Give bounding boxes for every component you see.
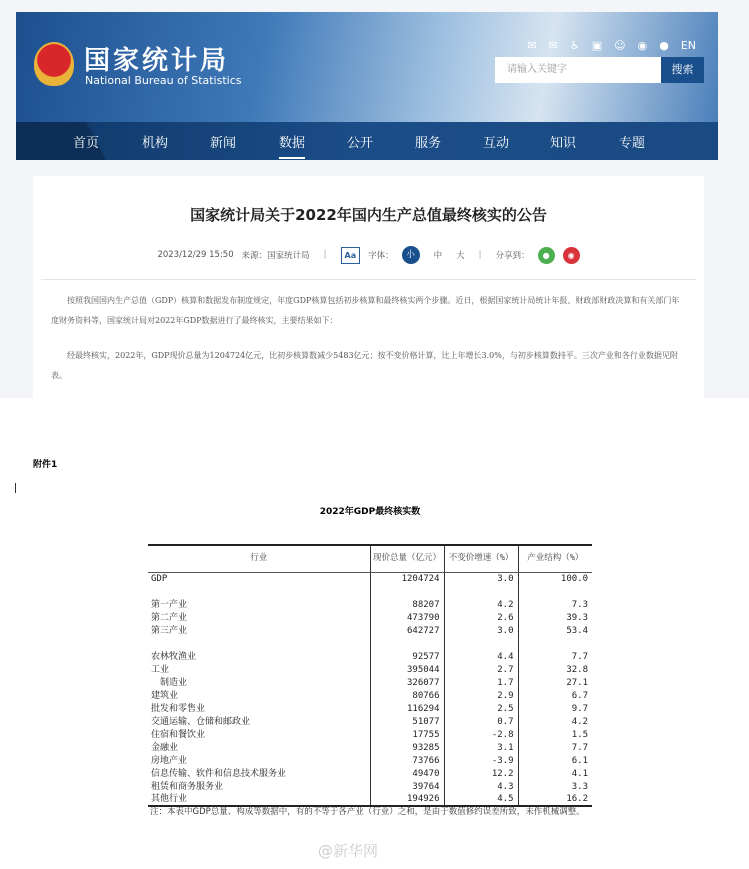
table-row [148, 585, 592, 598]
table-row [148, 754, 592, 767]
cell-growth: -2.8 [444, 728, 518, 741]
cell-structure: 6.1 [518, 754, 592, 767]
cell-structure: 7.3 [518, 598, 592, 611]
accessibility-icon[interactable]: ♿ [569, 39, 580, 52]
cell-growth: 2.7 [444, 663, 518, 676]
website-screenshot [0, 0, 749, 398]
app-icon[interactable]: ☺ [614, 39, 626, 52]
cell-value: 194926 [370, 793, 444, 806]
cell-growth: 3.0 [444, 572, 518, 585]
cell-industry: 其他行业 [148, 793, 370, 806]
font-small-button[interactable]: 小 [402, 246, 420, 264]
cell-industry: 金融业 [151, 742, 179, 753]
article-card [33, 176, 704, 398]
nav-knowledge[interactable]: 知识 [550, 136, 577, 151]
cell-value: 326077 [370, 676, 444, 689]
cell-growth: 2.5 [444, 702, 518, 715]
article-meta: 2023/12/29 15:50 来源：国家统计局 | Aa 字体： 小 中 大 | 分享到： ● ◉ [33, 246, 704, 264]
cell-value [370, 637, 444, 650]
cell-structure: 4.2 [518, 715, 592, 728]
gdp-table [148, 544, 592, 807]
cell-growth [444, 585, 518, 598]
cell-growth: 4.4 [444, 650, 518, 663]
cell-industry [148, 585, 370, 598]
wechat-icon[interactable]: ● [659, 39, 669, 52]
nav-data[interactable]: 数据 [279, 132, 305, 151]
cell-value: 73766 [370, 754, 444, 767]
cell-industry: 住宿和餐饮业 [151, 729, 206, 740]
cell-value: 80766 [370, 689, 444, 702]
cell-value: 39764 [370, 780, 444, 793]
nav-topics[interactable]: 专题 [619, 136, 646, 151]
font-large-button[interactable]: 大 [456, 251, 465, 261]
attachment-label: 附件1 [33, 460, 58, 470]
weibo-icon[interactable]: ◉ [637, 39, 648, 52]
cell-growth: 4.2 [444, 598, 518, 611]
cell-industry: 工业 [151, 664, 170, 675]
table-row [148, 793, 592, 806]
cell-structure [518, 637, 592, 650]
table-row [148, 663, 592, 676]
table-row [148, 689, 592, 702]
cell-value: 88207 [370, 598, 444, 611]
main-nav [16, 122, 718, 160]
cell-structure: 100.0 [518, 572, 592, 585]
logo-cn[interactable]: 国家统计局 [84, 46, 230, 76]
cell-industry: 第一产业 [151, 599, 188, 610]
table-row [148, 741, 592, 754]
header-structure: 产业结构（%） [518, 545, 592, 572]
cell-industry: 交通运输、仓储和邮政业 [151, 716, 251, 727]
datetime: 2023/12/29 15:50 [157, 250, 234, 260]
paragraph-1: 按照我国国内生产总值（GDP）核算和数据发布制度规定，年度GDP核算包括初步核算和最终核实两个步骤。近日，根据国家统计局统计年报、财政部财政决算和有关部门年度财务资料等，国家统计局对2022年GDP数据进行了最终核实，主要结果如下： [51, 296, 680, 325]
paragraph-2: 经最终核实，2022年，GDP现价总量为1204724亿元，比初步核算数减少5483亿元；按不变价格计算，比上年增长3.0%，与初步核算数持平。三次产业和各行业数据见附表。 [51, 351, 678, 380]
table-row [148, 624, 592, 637]
cell-structure: 16.2 [518, 793, 592, 806]
cell-value: 93285 [370, 741, 444, 754]
cell-structure: 39.3 [518, 611, 592, 624]
nav-public[interactable]: 公开 [347, 136, 374, 151]
nav-org[interactable]: 机构 [142, 136, 169, 151]
cell-industry: 批发和零售业 [151, 703, 206, 714]
cell-value: 642727 [370, 624, 444, 637]
cell-structure: 7.7 [518, 650, 592, 663]
article-title: 国家统计局关于2022年国内生产总值最终核实的公告 [190, 206, 547, 224]
table-note: 注：本表中GDP总量、构成等数据中，有的不等于各产业（行业）之和，是由于数值修约误差所致，未作机械调整。 [150, 807, 585, 817]
watermark: @新华网 [318, 842, 379, 860]
national-emblem-icon [34, 42, 74, 86]
cell-value [370, 585, 444, 598]
cell-industry: 第二产业 [151, 612, 188, 623]
table-row [148, 767, 592, 780]
cell-industry: 租赁和商务服务业 [151, 781, 224, 792]
header-banner [16, 12, 718, 122]
cell-structure: 53.4 [518, 624, 592, 637]
font-icon: Aa [341, 247, 361, 264]
table-row [148, 702, 592, 715]
text-cursor [15, 483, 16, 493]
cell-growth: 3.0 [444, 624, 518, 637]
table-row [148, 728, 592, 741]
cell-growth: 2.9 [444, 689, 518, 702]
font-label: 字体： [368, 251, 394, 261]
cell-growth: 0.7 [444, 715, 518, 728]
cell-structure: 6.7 [518, 689, 592, 702]
table-row [148, 611, 592, 624]
cell-industry [148, 637, 370, 650]
cell-value: 1204724 [370, 572, 444, 585]
nav-news[interactable]: 新闻 [210, 136, 237, 151]
cell-growth: 4.5 [444, 793, 518, 806]
cell-growth: 12.2 [444, 767, 518, 780]
cell-industry: 第三产业 [151, 625, 188, 636]
table-title: 2022年GDP最终核实数 [319, 507, 421, 517]
mobile-icon[interactable]: ▣ [591, 39, 603, 52]
cell-structure [518, 585, 592, 598]
cell-value: 51077 [370, 715, 444, 728]
cell-growth [444, 637, 518, 650]
mail-icon[interactable]: ✉ [527, 39, 537, 52]
table-row [148, 637, 592, 650]
table-row [148, 598, 592, 611]
source: 来源：国家统计局 [241, 251, 310, 261]
nav-service[interactable]: 服务 [415, 136, 442, 151]
weibo-share-icon[interactable]: ◉ [563, 247, 580, 264]
cell-structure: 27.1 [518, 676, 592, 689]
table-row [148, 715, 592, 728]
cell-industry: 房地产业 [151, 755, 188, 766]
cell-value: 17755 [370, 728, 444, 741]
cell-industry: GDP [151, 573, 168, 584]
nav-interact[interactable]: 互动 [483, 136, 510, 151]
cell-structure: 4.1 [518, 767, 592, 780]
cell-growth: 2.6 [444, 611, 518, 624]
search-button[interactable]: 搜索 [661, 57, 704, 83]
cell-structure: 9.7 [518, 702, 592, 715]
cell-growth: -3.9 [444, 754, 518, 767]
cell-structure: 3.3 [518, 780, 592, 793]
table-row [148, 780, 592, 793]
mailbox-icon[interactable]: ✉ [548, 39, 558, 52]
search-input[interactable]: 请输入关键字 [495, 57, 661, 83]
header-growth: 不变价增速（%） [444, 545, 518, 572]
cell-structure: 32.8 [518, 663, 592, 676]
cell-growth: 4.3 [444, 780, 518, 793]
cell-industry: 建筑业 [151, 690, 179, 701]
cell-value: 395044 [370, 663, 444, 676]
cell-industry: 制造业 [151, 677, 188, 688]
cell-industry: 农林牧渔业 [151, 651, 197, 662]
cell-growth: 3.1 [444, 741, 518, 754]
logo-en: National Bureau of Statistics [85, 74, 242, 87]
english-link[interactable]: EN [680, 39, 696, 52]
nav-home[interactable]: 首页 [73, 136, 100, 151]
font-medium-button[interactable]: 中 [433, 251, 443, 261]
table-row [148, 650, 592, 663]
share-label: 分享到： [495, 251, 530, 261]
header-value: 现价总量（亿元） [370, 545, 444, 572]
cell-value: 49470 [370, 767, 444, 780]
table-row [148, 572, 592, 585]
cell-value: 92577 [370, 650, 444, 663]
header-industry: 行业 [148, 545, 370, 572]
divider [41, 279, 696, 280]
cell-value: 116294 [370, 702, 444, 715]
cell-structure: 7.7 [518, 741, 592, 754]
cell-structure: 1.5 [518, 728, 592, 741]
wechat-share-icon[interactable]: ● [538, 247, 555, 264]
cell-growth: 1.7 [444, 676, 518, 689]
cell-value: 473790 [370, 611, 444, 624]
cell-industry: 信息传输、软件和信息技术服务业 [151, 768, 287, 779]
table-row [148, 676, 592, 689]
